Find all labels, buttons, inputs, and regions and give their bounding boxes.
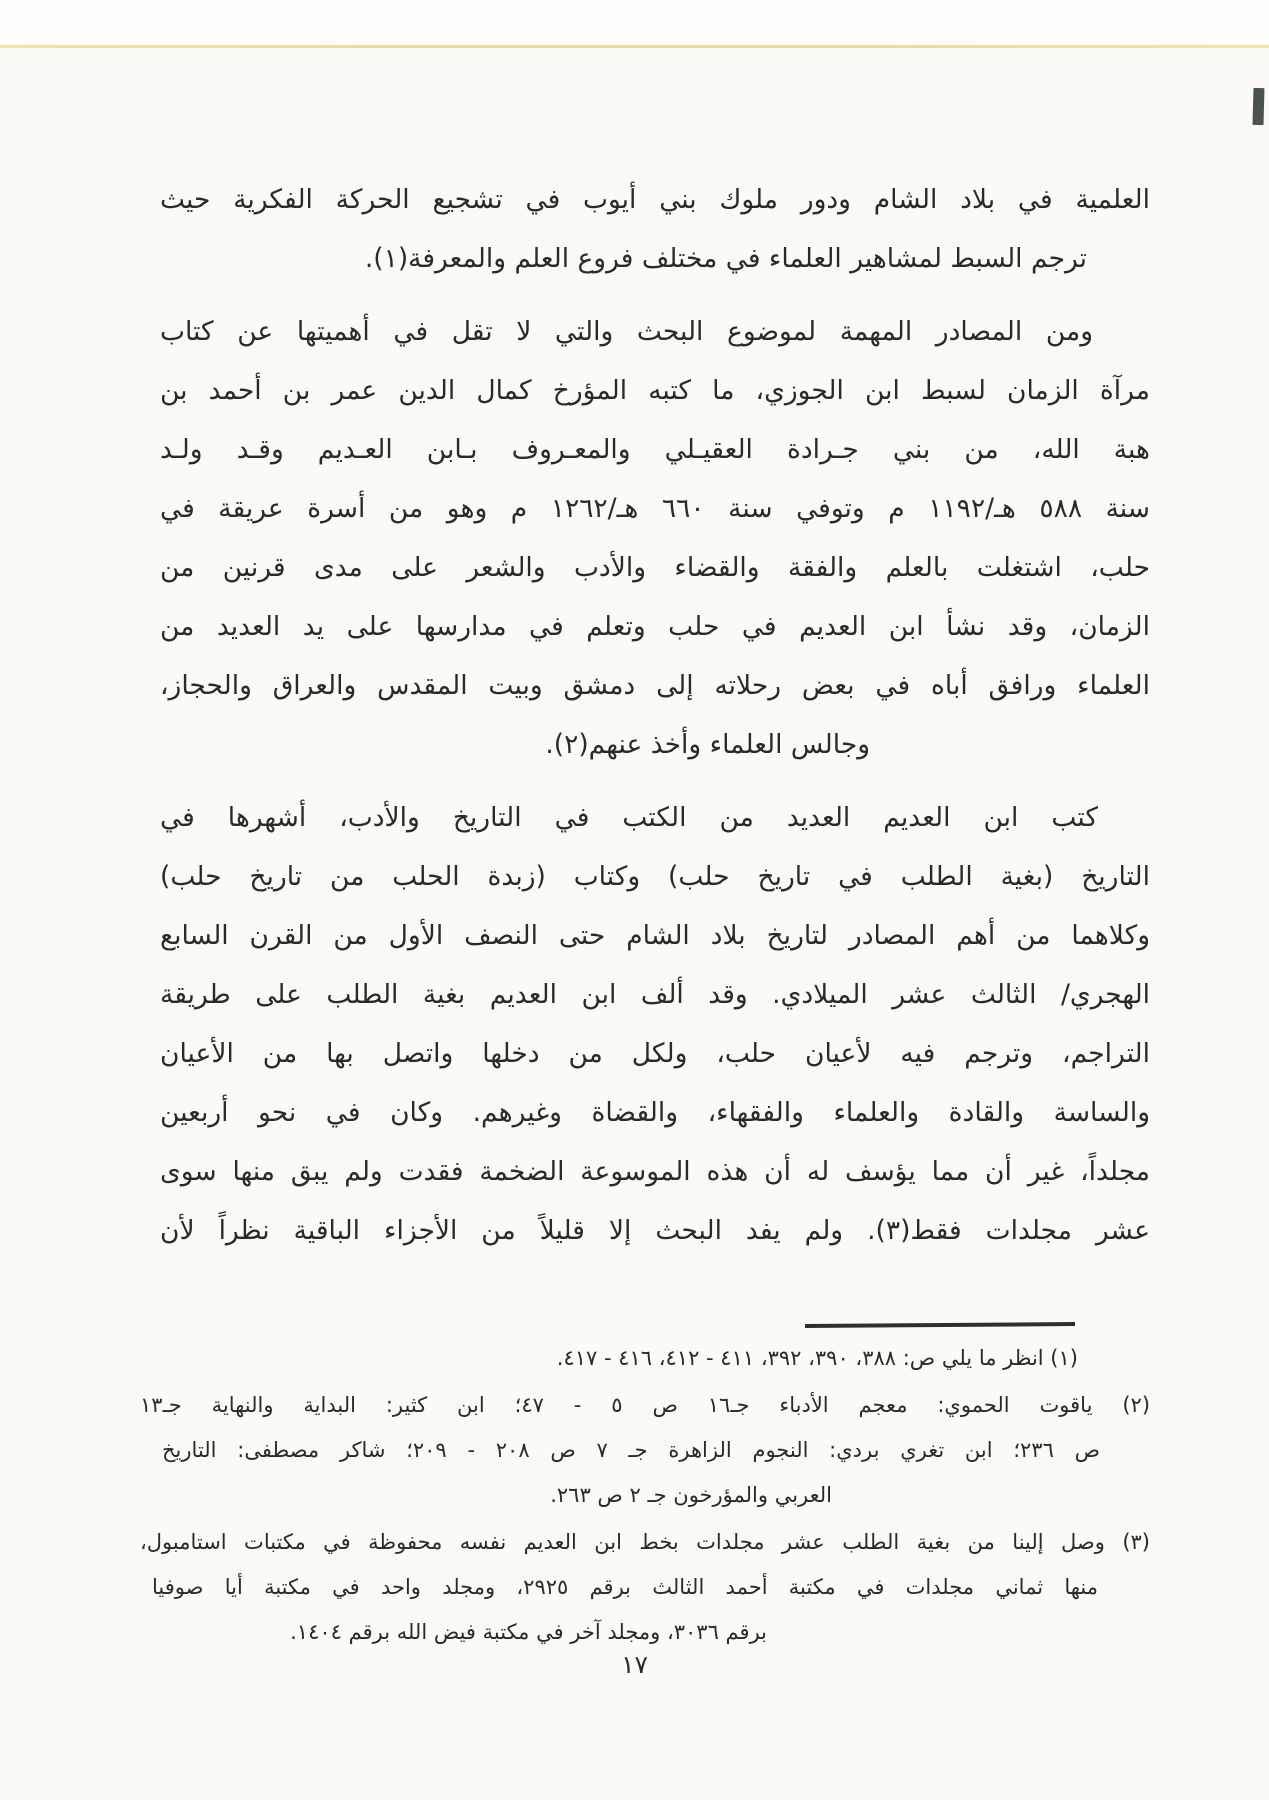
text-line: مرآة الزمان لسبط ابن الجوزي، ما كتبه المؤرخ كمال الدين عمر بن أحمد بن [160, 375, 1150, 406]
text-line: حلب، اشتغلت بالعلم والفقة والقضاء والأدب والشعر على مدى قرنين من [160, 552, 1150, 583]
paragraph [160, 788, 1150, 1260]
paragraph [160, 302, 1150, 774]
footnote-line: (٢) ياقوت الحموي: معجم الأدباء جـ١٦ ص ٥ - ٤٧؛ ابن كثير: البداية والنهاية جـ١٣ [140, 1393, 1151, 1417]
footnote-line: العربي والمؤرخون جـ ٢ ص ٢٦٣. [550, 1483, 832, 1507]
footnote-line: منها ثماني مجلدات في مكتبة أحمد الثالث برقم ٢٩٢٥، ومجلد واحد في مكتبة أيا صوفيا [152, 1575, 1098, 1599]
scan-edge-mark [1253, 88, 1265, 125]
text-line: عشر مجلدات فقط(٣). ولم يفد البحث إلا قليلاً من الأجزاء الباقية نظراً لأن [160, 1215, 1151, 1246]
text-line: الزمان، وقد نشأ ابن العديم في حلب وتعلم في مدارسها على يد العديد من [160, 611, 1150, 642]
text-line: وجالس العلماء وأخذ عنهم(٢). [545, 729, 870, 760]
footnote-line: ص ٢٣٦؛ ابن تغري بردي: النجوم الزاهرة جـ ٧ ص ٢٠٨ - ٢٠٩؛ شاكر مصطفى: التاريخ [162, 1438, 1100, 1462]
text-line: والساسة والقادة والعلماء والفقهاء، والقضاة وغيرهم. وكان في نحو أربعين [160, 1097, 1150, 1128]
page-number: ١٧ [621, 1650, 648, 1679]
text-line: التراجم، وترجم فيه لأعيان حلب، ولكل من دخلها واتصل بها من الأعيان [160, 1038, 1150, 1069]
text-line: مجلداً، غير أن مما يؤسف له أن هذه الموسوعة الضخمة فقدت ولم يبق منها سوى [160, 1156, 1150, 1187]
footnote-line: برقم ٣٠٣٦، ومجلد آخر في مكتبة فيض الله برقم ١٤٠٤. [290, 1620, 767, 1644]
text-line: هبة الله، من بني جـرادة العقيـلي والمعـروف بـابن العـديم وقـد ولـد [160, 434, 1150, 465]
footnote-line: (١) انظر ما يلي ص: ٣٨٨، ٣٩٠، ٣٩٢، ٤١١ - ٤١٢، ٤١٦ - ٤١٧. [556, 1346, 1078, 1370]
footnote-separator [805, 1322, 1075, 1328]
scan-top-strip [0, 0, 1269, 45]
text-line: ومن المصادر المهمة لموضوع البحث والتي لا تقل في أهميتها عن كتاب [160, 316, 1093, 347]
footnote-line: (٣) وصل إلينا من بغية الطلب عشر مجلدات بخط ابن العديم نفسه محفوظة في مكتبات استامبول، [140, 1530, 1150, 1554]
footnote-3 [140, 1520, 1150, 1655]
scan-fold-line [0, 45, 1269, 48]
text-line: وكلاهما من أهم المصادر لتاريخ بلاد الشام حتى النصف الأول من القرن السابع [160, 920, 1150, 951]
text-line: الهجري/ الثالث عشر الميلادي. وقد ألف ابن العديم بغية الطلب على طريقة [160, 979, 1150, 1010]
text-line: كتب ابن العديم العديد من الكتب في التاريخ والأدب، أشهرها في [160, 802, 1098, 833]
text-line: العلمية في بلاد الشام ودور ملوك بني أيوب في تشجيع الحركة الفكرية حيث [160, 184, 1150, 215]
main-text [160, 170, 1150, 1260]
text-line: ترجم السبط لمشاهير العلماء في مختلف فروع العلم والمعرفة(١). [364, 243, 1087, 274]
text-line: التاريخ (بغية الطلب في تاريخ حلب) وكتاب (زبدة الحلب من تاريخ حلب) [160, 861, 1150, 892]
footnotes [140, 1336, 1150, 1655]
text-line: سنة ٥٨٨ هـ/١١٩٢ م وتوفي سنة ٦٦٠ هـ/١٢٦٢ م وهو من أسرة عريقة في [160, 493, 1151, 524]
footnote-2 [140, 1383, 1150, 1518]
paragraph [160, 170, 1150, 288]
text-line: العلماء ورافق أباه في بعض رحلاته إلى دمشق وبيت المقدس والعراق والحجاز، [160, 670, 1150, 701]
footnote-1 [140, 1336, 1150, 1381]
